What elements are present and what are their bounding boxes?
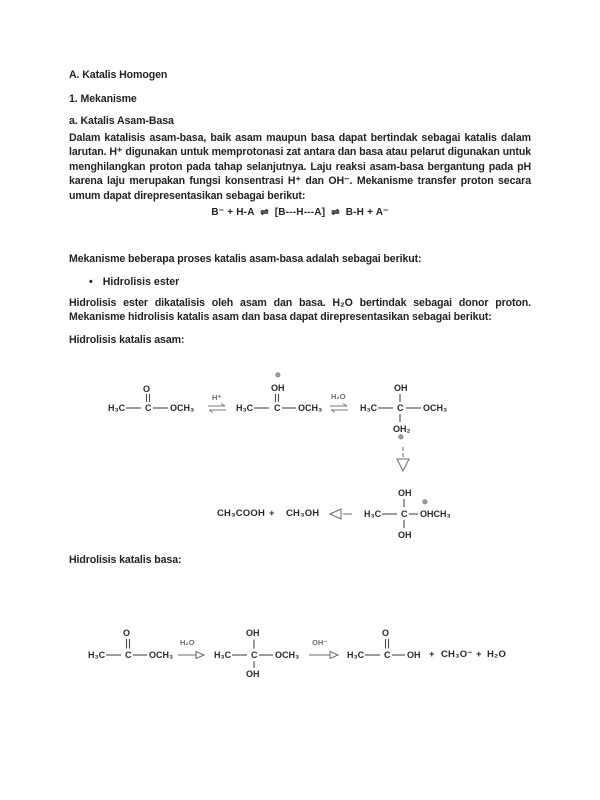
atom-label: H₃C	[364, 509, 382, 519]
atom-label: O	[382, 628, 390, 638]
product-label: CH₃O⁻	[441, 648, 473, 660]
arrow-reagent-label: H⁺	[212, 393, 222, 402]
left-arrow-icon	[330, 509, 352, 519]
label-hidrolisis-katalis-basa: Hidrolisis katalis basa:	[69, 554, 182, 566]
heading-mekanisme: 1. Mekanisme	[69, 93, 137, 105]
atom-label: OCH₃	[298, 403, 323, 413]
atom-label: OH	[271, 383, 285, 393]
right-arrow-icon	[178, 652, 204, 659]
paragraph-intro: Dalam katalisis asam-basa, baik asam maupun basa dapat bertindak sebagai katalis dalam larutan. H⁺ digunakan untuk memprotonasi zat antara dan basa atau pelarut digunakan untuk menghilangkan proton pada tahap selanjutnya. Laju reaksi asam-basa bergantung pada pH karena laju merupakan fungsi konsentrasi H⁺ dan OH⁻. Mekanisme transfer proton secara umum dapat direpresentasikan sebagai berikut:	[69, 132, 531, 202]
atom-label: C	[145, 403, 152, 413]
paragraph-hidrolisis-ester: Hidrolisis ester dikatalisis oleh asam dan basa. H₂O bertindak sebagai donor proton. Mekanisme hidrolisis katalis asam dan basa dapat direpresentasikan sebagai berikut:	[69, 297, 531, 324]
plus-sign: +	[476, 648, 482, 660]
bullet-item-hidrolisis-ester	[89, 276, 179, 288]
arrow-reagent-label: OH⁻	[312, 638, 328, 647]
atom-label: OCH₃	[423, 403, 448, 413]
bullet-icon: •	[89, 276, 93, 288]
atom-label: OH	[394, 383, 408, 393]
atom-label: O	[123, 628, 131, 638]
scheme-acid-drawing	[80, 368, 480, 550]
atom-label: C	[384, 650, 391, 660]
scheme-acid-hydrolysis	[80, 368, 480, 550]
atom-label: OH₂	[393, 424, 411, 434]
atom-label: H₃C	[108, 403, 126, 413]
equation-proton-transfer: B⁻ + H-A ⇌ [B---H---A] ⇌ B-H + A⁻	[211, 207, 389, 218]
atom-label: OH	[398, 530, 412, 540]
atom-label: H₃C	[360, 403, 378, 413]
arrow-reagent-label: H₂O	[331, 392, 346, 401]
atom-label: OCH₃	[149, 650, 174, 660]
label-hidrolisis-katalis-asam: Hidrolisis katalis asam:	[69, 334, 185, 346]
atom-label: OH	[407, 650, 421, 660]
scheme-base-drawing	[75, 622, 525, 700]
atom-label: OCH₃	[170, 403, 195, 413]
right-arrow-icon	[309, 652, 338, 659]
atom-label: C	[125, 650, 132, 660]
heading-katalis-asam-basa: a. Katalis Asam-Basa	[69, 115, 174, 127]
equilibrium-arrow-icon	[208, 404, 226, 413]
atom-label: H₃C	[236, 403, 254, 413]
atom-label: OH	[246, 628, 260, 638]
plus-sign: +	[269, 508, 275, 519]
atom-label: H₃C	[347, 650, 365, 660]
atom-label: C	[401, 509, 408, 519]
equilibrium-arrow-icon	[330, 404, 348, 413]
product-label: CH₃OH	[286, 508, 320, 519]
atom-label: C	[251, 650, 258, 660]
atom-label: C	[397, 403, 404, 413]
plus-charge-icon: ⊕	[275, 372, 281, 379]
product-label: CH₃COOH	[217, 508, 266, 519]
down-arrow-icon	[397, 447, 409, 471]
atom-label: H₃C	[88, 650, 106, 660]
atom-label: H₃C	[214, 650, 232, 660]
atom-label: C	[274, 403, 281, 413]
plus-charge-icon: ⊕	[422, 499, 428, 506]
atom-label: OH	[398, 488, 412, 498]
arrow-reagent-label: H₂O	[180, 638, 195, 647]
plus-sign: +	[429, 648, 435, 660]
heading-katalis-homogen: A. Katalis Homogen	[69, 69, 168, 81]
bullet-label: Hidrolisis ester	[102, 276, 180, 288]
paragraph-proses-list: Mekanisme beberapa proses katalis asam-basa adalah sebagai berikut:	[69, 253, 422, 265]
plus-charge-icon: ⊕	[398, 434, 404, 441]
atom-label: OHCH₃	[420, 509, 451, 519]
scheme-base-hydrolysis	[75, 622, 525, 700]
atom-label: OCH₃	[275, 650, 300, 660]
product-label: H₂O	[487, 648, 507, 660]
atom-label: OH	[246, 669, 260, 679]
atom-label: O	[143, 384, 151, 394]
